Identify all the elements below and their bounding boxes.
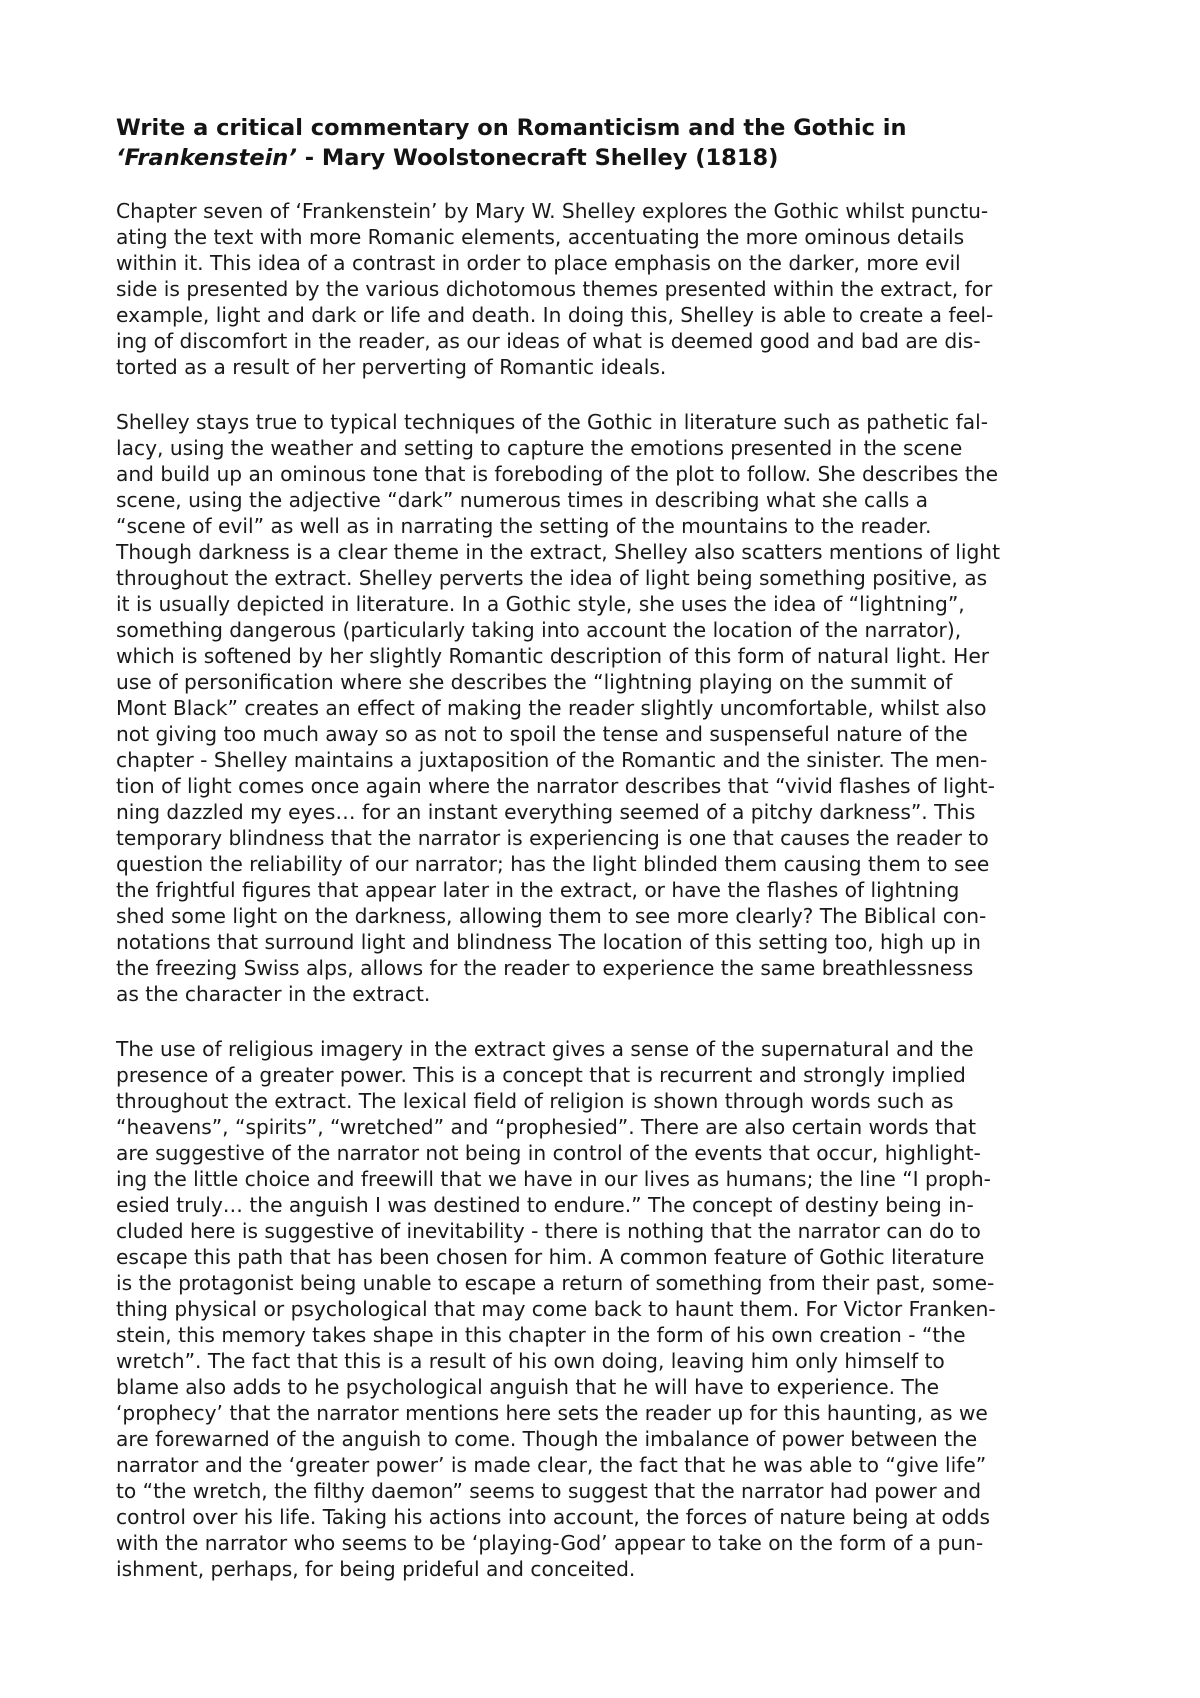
paragraph-line: ing the little choice and freewill that we have in our lives as humans; the line “I proph- <box>116 1167 991 1191</box>
paragraph-line: throughout the extract. The lexical field of religion is shown through words such as <box>116 1089 954 1113</box>
paragraph-line: are forewarned of the anguish to come. Though the imbalance of power between the <box>116 1427 978 1451</box>
paragraph-line: cluded here is suggestive of inevitability - there is nothing that the narrator can do to <box>116 1219 981 1243</box>
paragraph-line: ing of discomfort in the reader, as our ideas of what is deemed good and bad are dis- <box>116 329 981 353</box>
paragraph-line: not giving too much away so as not to spoil the tense and suspenseful nature of the <box>116 722 968 746</box>
paragraph-line: torted as a result of her perverting of Romantic ideals. <box>116 355 667 379</box>
paragraph-line: thing physical or psychological that may come back to haunt them. For Victor Franken- <box>116 1297 996 1321</box>
paragraph-line: to “the wretch, the filthy daemon” seems to suggest that the narrator had power and <box>116 1479 982 1503</box>
paragraph-line: blame also adds to he psychological anguish that he will have to experience. The <box>116 1375 940 1399</box>
paragraph-line: example, light and dark or life and death. In doing this, Shelley is able to create a feel- <box>116 303 994 327</box>
paragraph-line: Mont Black” creates an effect of making the reader slightly uncomfortable, whilst also <box>116 696 987 720</box>
paragraph-pathetic-fallacy <box>116 409 1000 1007</box>
paragraph-line: control over his life. Taking his actions into account, the forces of nature being at odds <box>116 1505 991 1529</box>
paragraph-line: ating the text with more Romanic elements, accentuating the more ominous details <box>116 225 965 249</box>
paragraph-line: wretch”. The fact that this is a result of his own doing, leaving him only himself to <box>116 1349 945 1373</box>
paragraph-line: Though darkness is a clear theme in the extract, Shelley also scatters mentions of light <box>116 540 1001 564</box>
paragraph-line: ishment, perhaps, for being prideful and conceited. <box>116 1557 636 1581</box>
paragraph-line: presence of a greater power. This is a concept that is recurrent and strongly implied <box>116 1063 966 1087</box>
paragraph-line: tion of light comes once again where the narrator describes that “vivid flashes of light- <box>116 774 995 798</box>
paragraph-line: the frightful figures that appear later in the extract, or have the flashes of lightning <box>116 878 960 902</box>
paragraph-line: which is softened by her slightly Romantic description of this form of natural light. Her <box>116 644 990 668</box>
paragraph-line: use of personification where she describes the “lightning playing on the summit of <box>116 670 953 694</box>
paragraph-line: something dangerous (particularly taking into account the location of the narrator), <box>116 618 962 642</box>
paragraph-line: side is presented by the various dichotomous themes presented within the extract, for <box>116 277 993 301</box>
paragraph-line: scene, using the adjective “dark” numerous times in describing what she calls a <box>116 488 929 512</box>
paragraph-line: ‘prophecy’ that the narrator mentions here sets the reader up for this haunting, as we <box>116 1401 988 1425</box>
paragraph-line: Chapter seven of ‘Frankenstein’ by Mary W. Shelley explores the Gothic whilst punctu- <box>116 199 989 223</box>
title-author-year: - Mary Woolstonecraft Shelley (1818) <box>296 145 779 171</box>
paragraph-line: chapter - Shelley maintains a juxtaposition of the Romantic and the sinister. The men- <box>116 748 988 772</box>
paragraph-line: it is usually depicted in literature. In a Gothic style, she uses the idea of “lightning”, <box>116 592 965 616</box>
document-body <box>116 113 1096 1581</box>
title-line-1: Write a critical commentary on Romanticism and the Gothic in <box>116 115 907 141</box>
paragraph-line: escape this path that has been chosen for him. A common feature of Gothic literature <box>116 1245 985 1269</box>
paragraph-line: lacy, using the weather and setting to capture the emotions presented in the scene <box>116 436 963 460</box>
paragraph-line: the freezing Swiss alps, allows for the reader to experience the same breathlessness <box>116 956 974 980</box>
paragraph-line: within it. This idea of a contrast in order to place emphasis on the darker, more evil <box>116 251 961 275</box>
paragraph-line: and build up an ominous tone that is foreboding of the plot to follow. She describes the <box>116 462 998 486</box>
paragraph-line: as the character in the extract. <box>116 982 431 1006</box>
paragraph-line: stein, this memory takes shape in this chapter in the form of his own creation - “the <box>116 1323 966 1347</box>
paragraph-introduction <box>116 198 993 380</box>
paragraph-line: Shelley stays true to typical techniques of the Gothic in literature such as pathetic fal- <box>116 410 988 434</box>
paragraph-line: narrator and the ‘greater power’ is made clear, the fact that he was able to “give life” <box>116 1453 987 1477</box>
paragraph-line: temporary blindness that the narrator is experiencing is one that causes the reader to <box>116 826 989 850</box>
paragraph-line: ning dazzled my eyes… for an instant everything seemed of a pitchy darkness”. This <box>116 800 976 824</box>
title-work-name: ‘Frankenstein’ <box>116 145 297 171</box>
paragraph-line: question the reliability of our narrator; has the light blinded them causing them to see <box>116 852 990 876</box>
paragraph-line: is the protagonist being unable to escape a return of something from their past, some- <box>116 1271 995 1295</box>
paragraph-line: esied truly… the anguish I was destined to endure.” The concept of destiny being in- <box>116 1193 974 1217</box>
paragraph-line: shed some light on the darkness, allowing them to see more clearly? The Biblical con- <box>116 904 987 928</box>
paragraph-line: “scene of evil” as well as in narrating the setting of the mountains to the reader. <box>116 514 932 538</box>
paragraph-line: are suggestive of the narrator not being in control of the events that occur, highlight- <box>116 1141 981 1165</box>
document-title <box>116 113 1096 173</box>
paragraph-religious-imagery <box>116 1036 996 1582</box>
paragraph-line: with the narrator who seems to be ‘playing-God’ appear to take on the form of a pun- <box>116 1531 984 1555</box>
paragraph-line: notations that surround light and blindness The location of this setting too, high up in <box>116 930 981 954</box>
paragraph-line: “heavens”, “spirits”, “wretched” and “prophesied”. There are also certain words that <box>116 1115 977 1139</box>
paragraph-line: throughout the extract. Shelley perverts the idea of light being something positive, as <box>116 566 988 590</box>
paragraph-line: The use of religious imagery in the extract gives a sense of the supernatural and the <box>116 1037 974 1061</box>
